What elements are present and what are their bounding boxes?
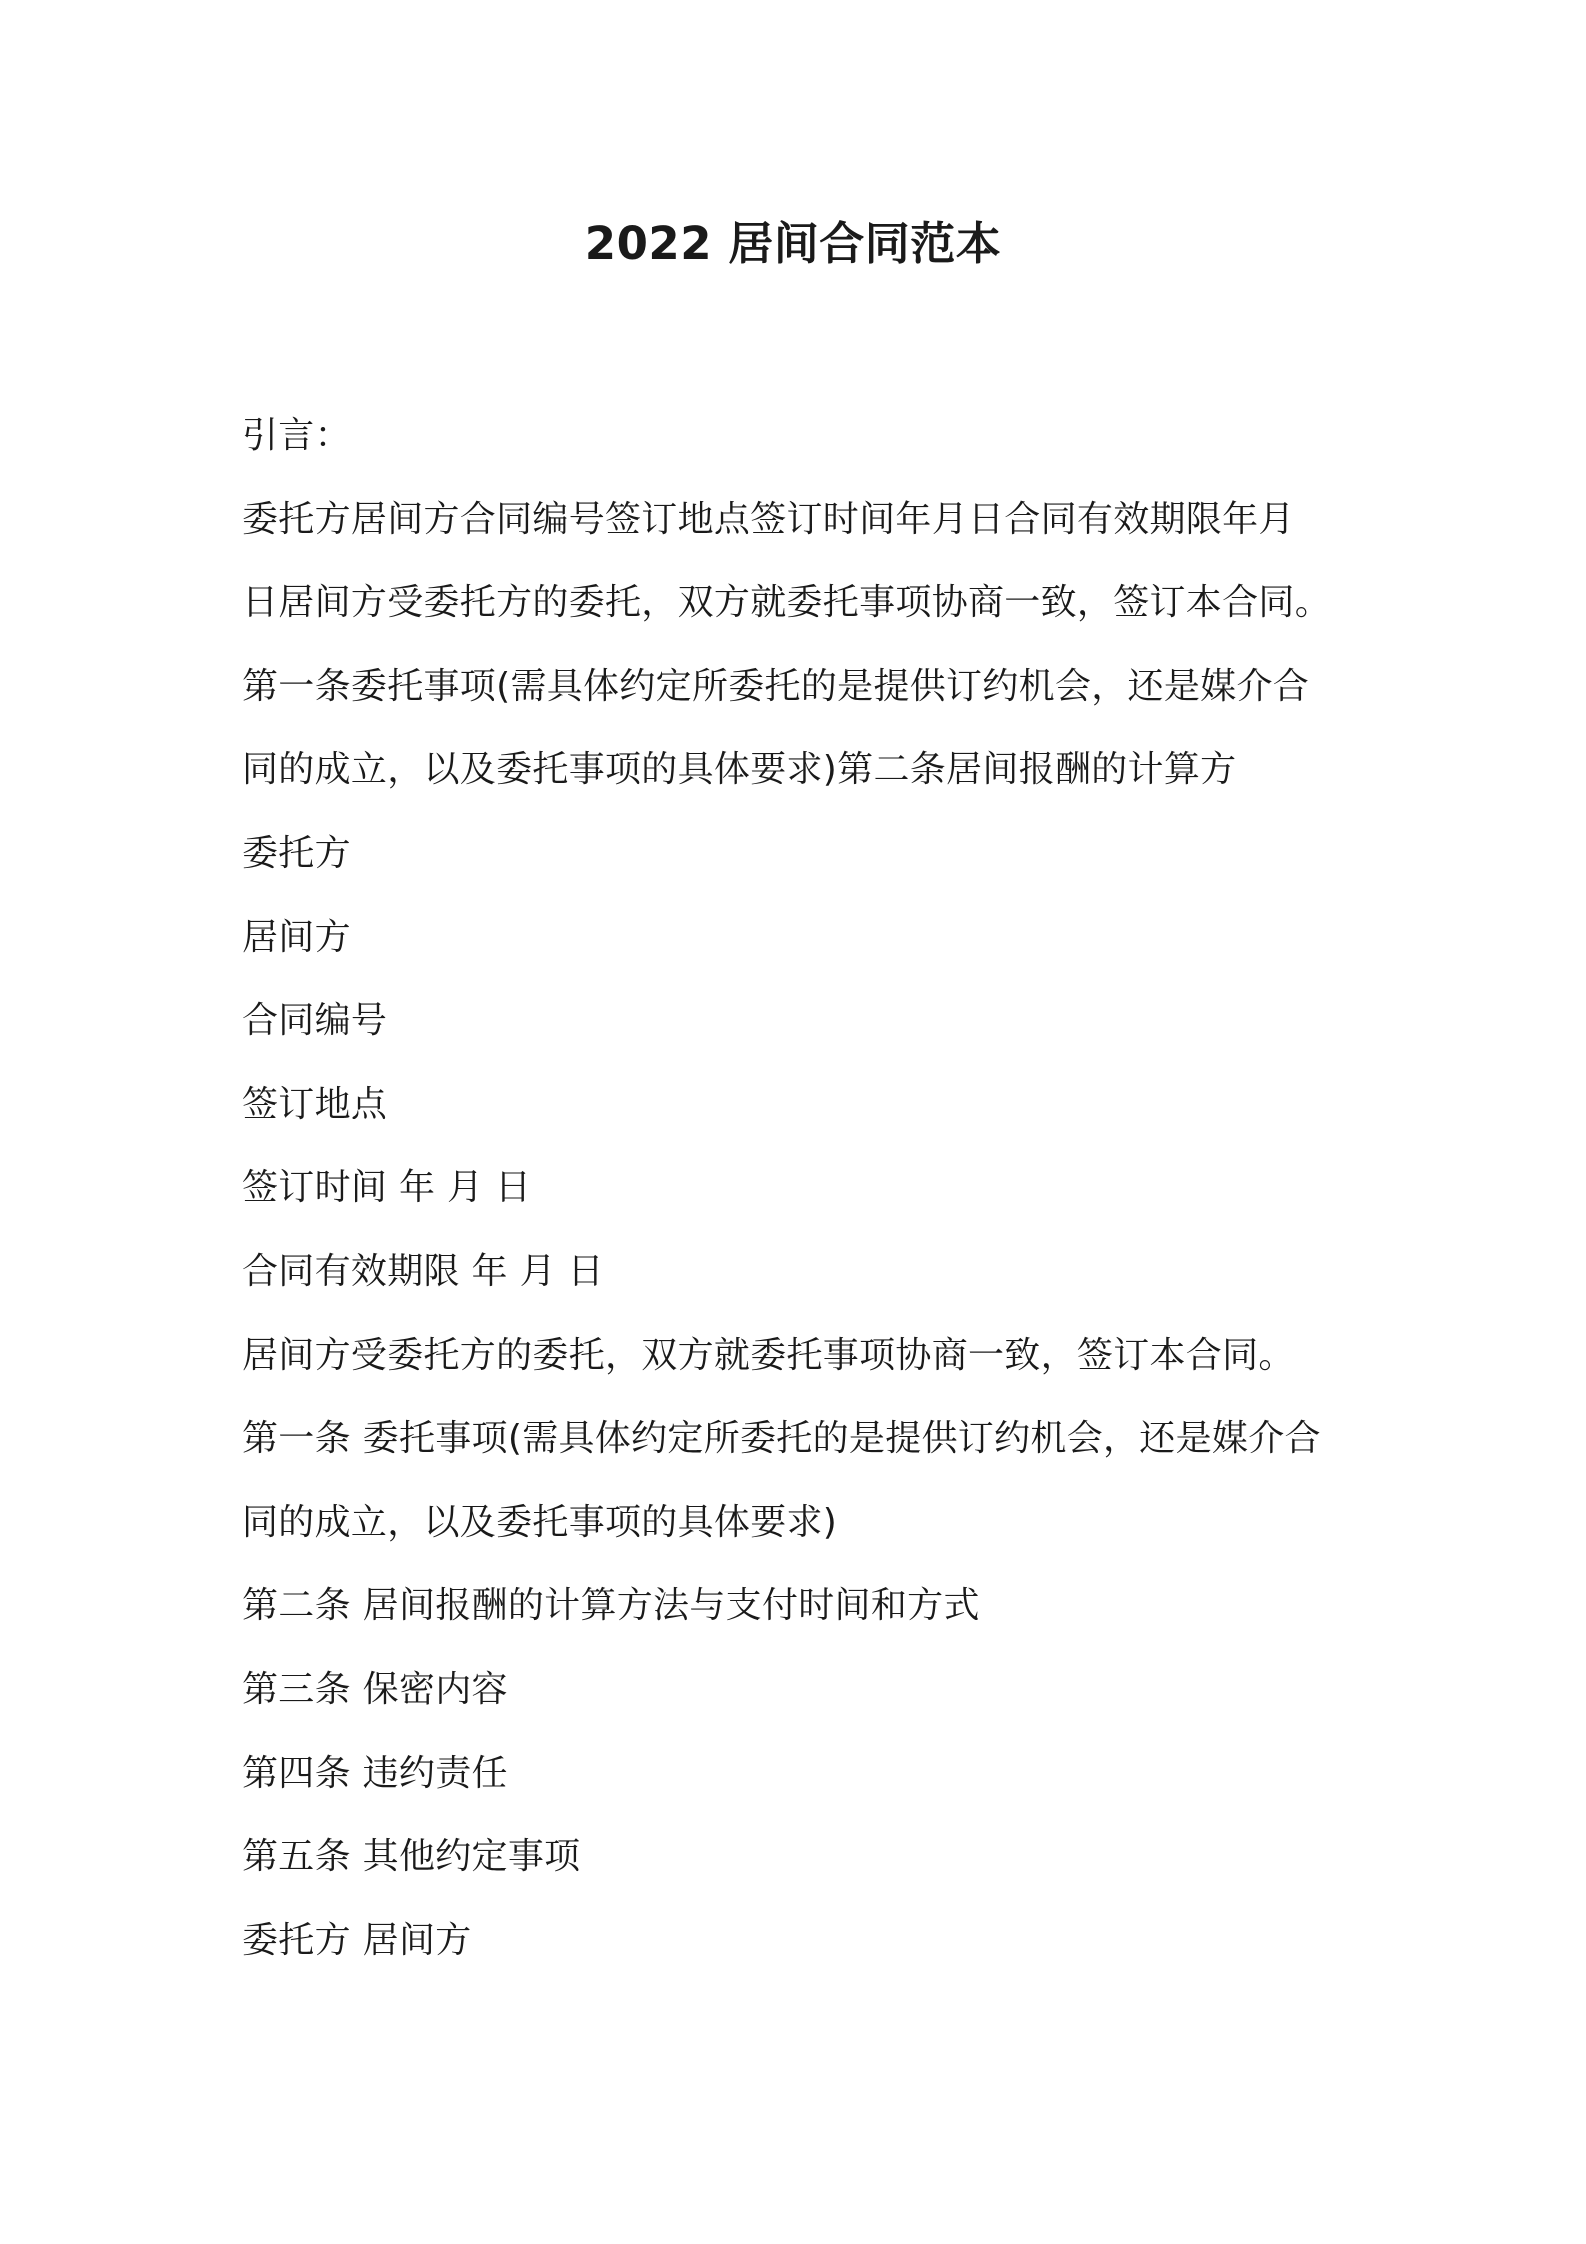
preamble-line: 居间方受委托方的委托，双方就委托事项协商一致，签订本合同。 (242, 1334, 1295, 1376)
field-validity-period: 合同有效期限 年 月 日 (242, 1250, 604, 1292)
article-4: 第四条 违约责任 (242, 1752, 508, 1794)
field-signing-date: 签订时间 年 月 日 (242, 1167, 532, 1209)
intro-heading: 引言： (242, 415, 351, 456)
field-contract-number: 合同编号 (242, 1000, 388, 1042)
signature-line: 委托方 居间方 (242, 1919, 472, 1961)
article-2: 第二条 居间报酬的计算方法与支付时间和方式 (242, 1585, 980, 1627)
document-body (242, 406, 1382, 1994)
article-5: 第五条 其他约定事项 (242, 1836, 581, 1878)
document-title: 2022 居间合同范本 (584, 217, 1002, 270)
field-client: 委托方 (242, 832, 351, 874)
article-1-continued: 同的成立，以及委托事项的具体要求) (242, 1501, 838, 1543)
article-1: 第一条 委托事项(需具体约定所委托的是提供订约机会，还是媒介合 (242, 1418, 1321, 1460)
paragraph-line: 第一条委托事项(需具体约定所委托的是提供订约机会，还是媒介合 (242, 665, 1310, 707)
paragraph-line: 委托方居间方合同编号签订地点签订时间年月日合同有效期限年月 (242, 498, 1295, 540)
field-intermediary: 居间方 (242, 916, 351, 958)
field-signing-place: 签订地点 (242, 1083, 388, 1125)
paragraph-line: 同的成立，以及委托事项的具体要求)第二条居间报酬的计算方 (242, 749, 1237, 791)
article-3: 第三条 保密内容 (242, 1668, 508, 1710)
paragraph-line: 日居间方受委托方的委托，双方就委托事项协商一致，签订本合同。 (242, 582, 1332, 624)
